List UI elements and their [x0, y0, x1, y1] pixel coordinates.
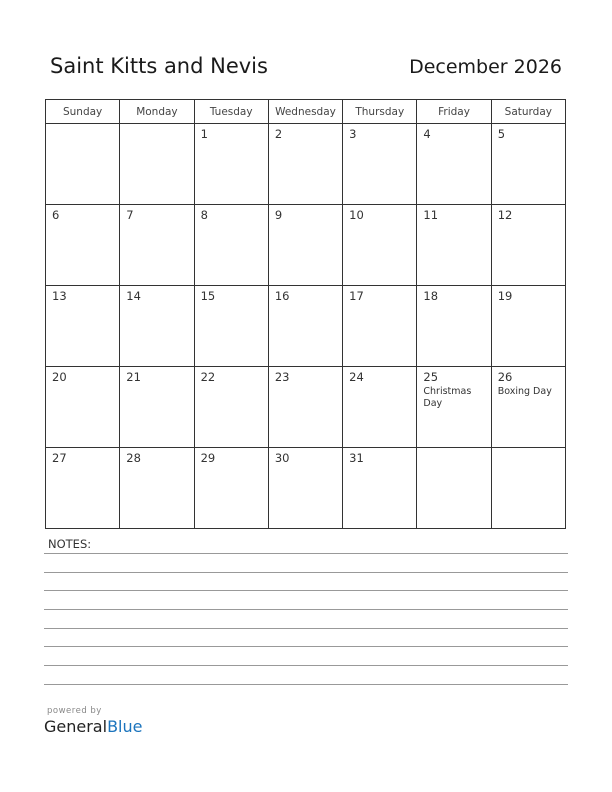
day-number: 27 — [52, 451, 67, 465]
day-cell — [343, 367, 417, 448]
note-line — [44, 628, 568, 629]
day-number: 7 — [126, 208, 134, 222]
day-cell — [268, 286, 342, 367]
day-cell — [120, 367, 194, 448]
day-number: 2 — [274, 127, 283, 141]
calendar-month-title: December 2026 — [409, 56, 562, 78]
day-number: 14 — [126, 289, 141, 303]
day-number: 28 — [126, 451, 141, 465]
weekday-header-row — [46, 100, 566, 124]
day-cell — [417, 286, 491, 367]
day-number: 15 — [200, 289, 216, 303]
day-number: 26 — [497, 370, 513, 384]
day-cell — [120, 286, 194, 367]
weekday-wednesday: Wednesday — [268, 100, 342, 124]
day-number: 1 — [200, 127, 208, 141]
note-line — [44, 572, 568, 573]
weekday-thursday: Thursday — [343, 100, 417, 124]
week-row-2 — [46, 205, 566, 286]
day-cell — [194, 286, 268, 367]
day-cell-boxing-day — [491, 367, 565, 448]
day-number: 6 — [52, 208, 60, 222]
day-number: 9 — [274, 208, 283, 222]
week-row-1 — [46, 124, 566, 205]
day-cell — [491, 448, 565, 529]
day-cell — [120, 448, 194, 529]
weekday-saturday: Saturday — [491, 100, 565, 124]
day-number: 30 — [274, 451, 290, 465]
holiday-label: Christmas Day — [423, 386, 472, 409]
weekday-sunday: Sunday — [46, 100, 120, 124]
day-cell — [343, 124, 417, 205]
note-line — [44, 646, 568, 647]
day-number: 20 — [52, 370, 67, 384]
holiday-label: Boxing Day — [497, 386, 552, 397]
day-cell — [194, 448, 268, 529]
day-number: 22 — [200, 370, 216, 384]
day-cell — [194, 124, 268, 205]
note-line — [44, 553, 568, 554]
day-cell — [46, 367, 120, 448]
day-cell — [491, 124, 565, 205]
day-number: 29 — [200, 451, 216, 465]
day-cell — [46, 286, 120, 367]
day-number: 10 — [349, 208, 364, 222]
note-line — [44, 684, 568, 685]
day-cell — [417, 205, 491, 286]
day-number: 11 — [423, 208, 439, 222]
day-number: 3 — [349, 127, 357, 141]
day-cell — [268, 367, 342, 448]
weekday-friday: Friday — [417, 100, 491, 124]
note-line — [44, 665, 568, 666]
day-cell — [491, 286, 565, 367]
weekday-monday: Monday — [120, 100, 194, 124]
day-number: 4 — [423, 127, 431, 141]
day-cell — [194, 367, 268, 448]
day-number: 17 — [349, 289, 364, 303]
brand-general: General — [44, 717, 108, 736]
powered-by-label: powered by — [47, 706, 102, 716]
week-row-5 — [46, 448, 566, 529]
day-cell — [268, 205, 342, 286]
weekday-tuesday: Tuesday — [194, 100, 268, 124]
day-number: 25 — [423, 370, 439, 384]
note-line — [44, 590, 568, 591]
day-number: 31 — [349, 451, 364, 465]
day-cell-christmas — [417, 367, 491, 448]
day-cell — [194, 205, 268, 286]
day-cell — [46, 205, 120, 286]
calendar-country-title: Saint Kitts and Nevis — [50, 54, 268, 78]
day-cell — [343, 286, 417, 367]
day-cell — [417, 448, 491, 529]
day-cell — [343, 448, 417, 529]
day-number: 5 — [497, 127, 506, 141]
day-cell — [120, 124, 194, 205]
day-number: 21 — [126, 370, 141, 384]
day-number: 24 — [349, 370, 364, 384]
generalblue-logo — [44, 717, 142, 736]
day-number: 12 — [497, 208, 513, 222]
day-number: 19 — [497, 289, 513, 303]
day-number: 8 — [200, 208, 208, 222]
week-row-4 — [46, 367, 566, 448]
day-cell — [343, 205, 417, 286]
day-cell — [120, 205, 194, 286]
week-row-3 — [46, 286, 566, 367]
day-cell — [417, 124, 491, 205]
day-number: 23 — [274, 370, 290, 384]
day-cell — [491, 205, 565, 286]
note-line — [44, 609, 568, 610]
day-cell — [268, 448, 342, 529]
day-number: 18 — [423, 289, 439, 303]
day-number: 16 — [274, 289, 290, 303]
calendar-grid — [45, 99, 566, 529]
day-cell — [46, 448, 120, 529]
day-cell — [46, 124, 120, 205]
brand-blue: Blue — [107, 717, 143, 736]
notes-label: NOTES: — [48, 537, 92, 551]
day-cell — [268, 124, 342, 205]
day-number: 13 — [52, 289, 67, 303]
